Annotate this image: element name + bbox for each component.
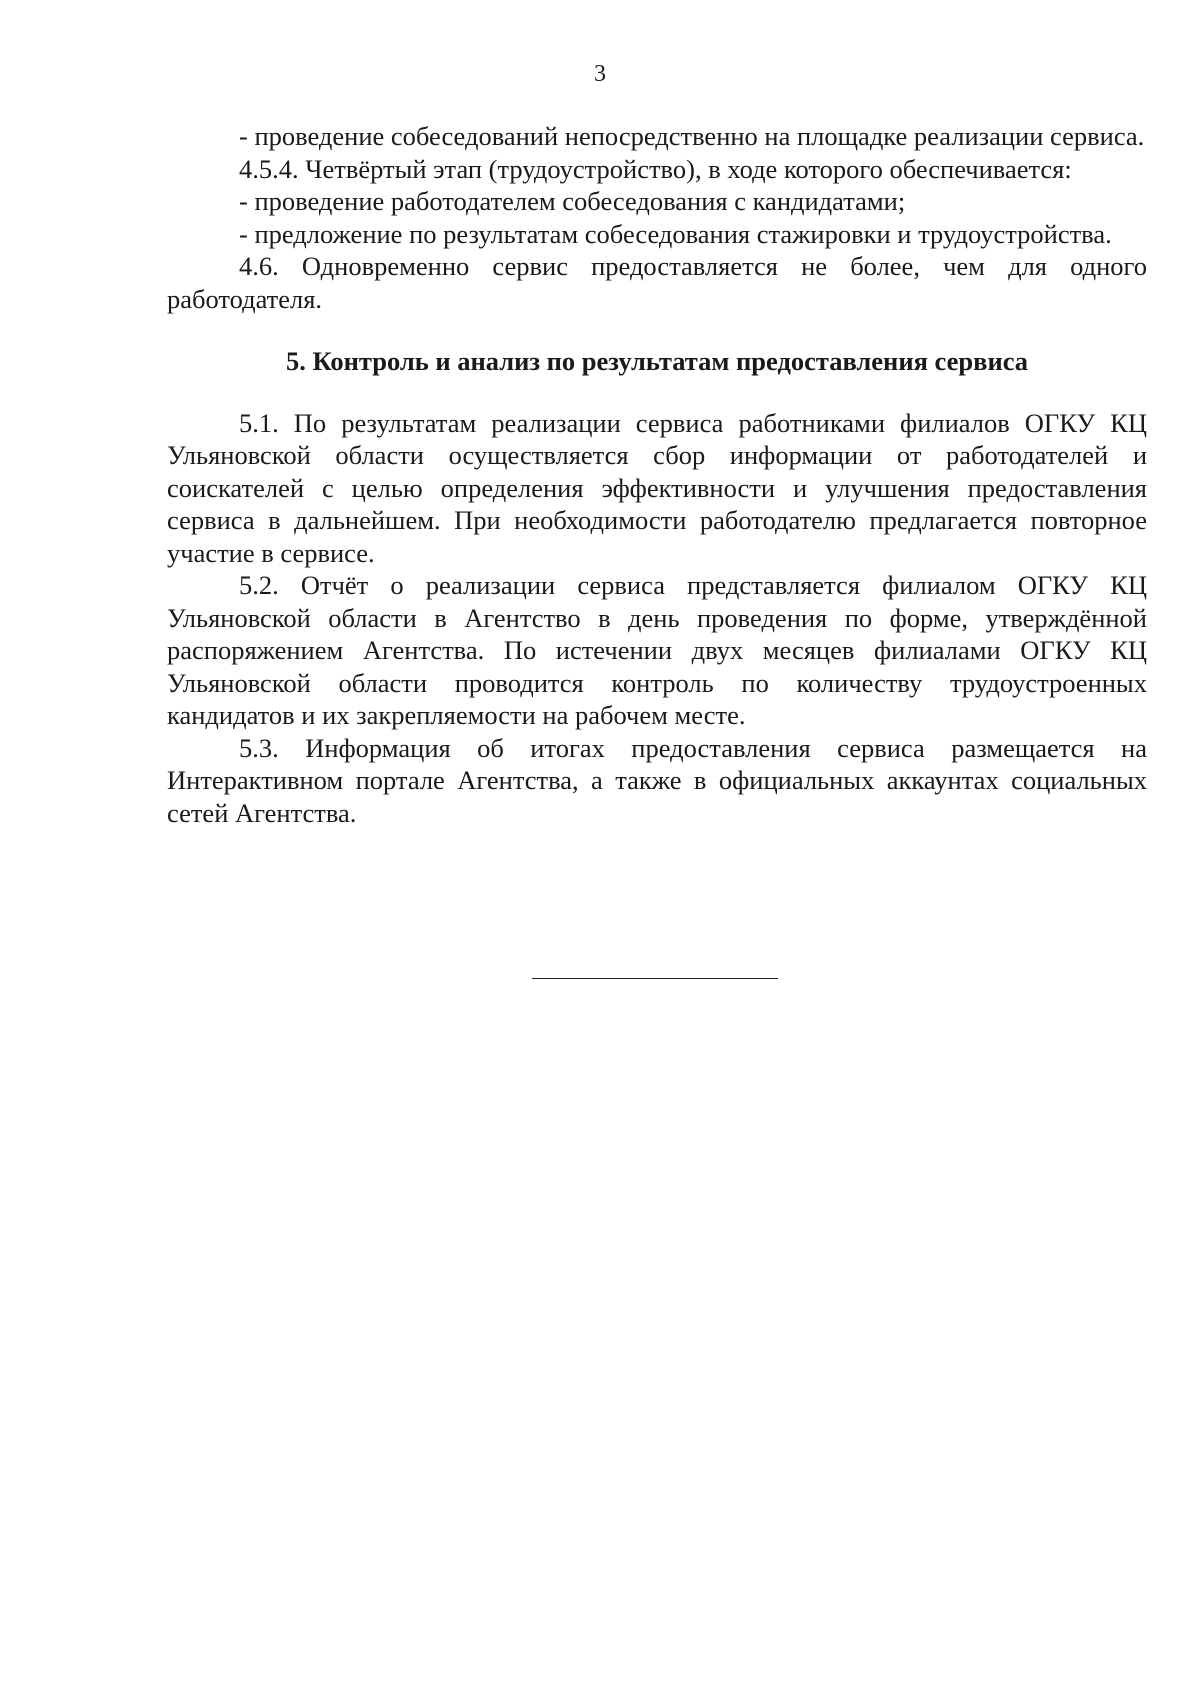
paragraph-4-6: 4.6. Одновременно сервис предоставляется не более, чем для одного работодателя. — [167, 251, 1147, 314]
paragraph-internship-offer: - предложение по результатам собеседования стажировки и трудоустройства. — [239, 218, 1112, 249]
paragraph-5-2: 5.2. Отчёт о реализации сервиса представляется филиалом ОГКУ КЦ Ульяновской области в Агентство в день проведения по форме, утверждённой распоряжением Агентства. По истечении двух месяцев филиалами ОГКУ КЦ Ульяновской области проводится контроль по количеству трудоустроенных кандидатов и их закрепляемости на рабочем месте. — [167, 570, 1147, 730]
end-divider-line — [532, 978, 778, 979]
paragraph-5-3: 5.3. Информация об итогах предоставления сервиса размещается на Интерактивном портале Агентства, а также в официальных аккаунтах социальных сетей Агентства. — [167, 732, 1147, 828]
page-number: 3 — [594, 61, 606, 87]
paragraph-employer-interview: - проведение работодателем собеседования с кандидатами; — [239, 186, 906, 216]
paragraph-5-1: 5.1. По результатам реализации сервиса работниками филиалов ОГКУ КЦ Ульяновской области осуществляется сбор информации от работодателей и соискателей с целью определения эффективности и улучшения предоставления сервиса в дальнейшем. При необходимости работодателю предлагается повторное участие в сервисе. — [167, 407, 1147, 568]
paragraph-4-5-4: 4.5.4. Четвёртый этап (трудоустройство), в ходе которого обеспечивается: — [239, 153, 1072, 184]
document-body — [167, 120, 1147, 829]
paragraph-interview-on-site: - проведение собеседований непосредственно на площадке реализации сервиса. — [239, 121, 1145, 151]
section-heading: 5. Контроль и анализ по результатам предоставления сервиса — [285, 346, 1029, 376]
